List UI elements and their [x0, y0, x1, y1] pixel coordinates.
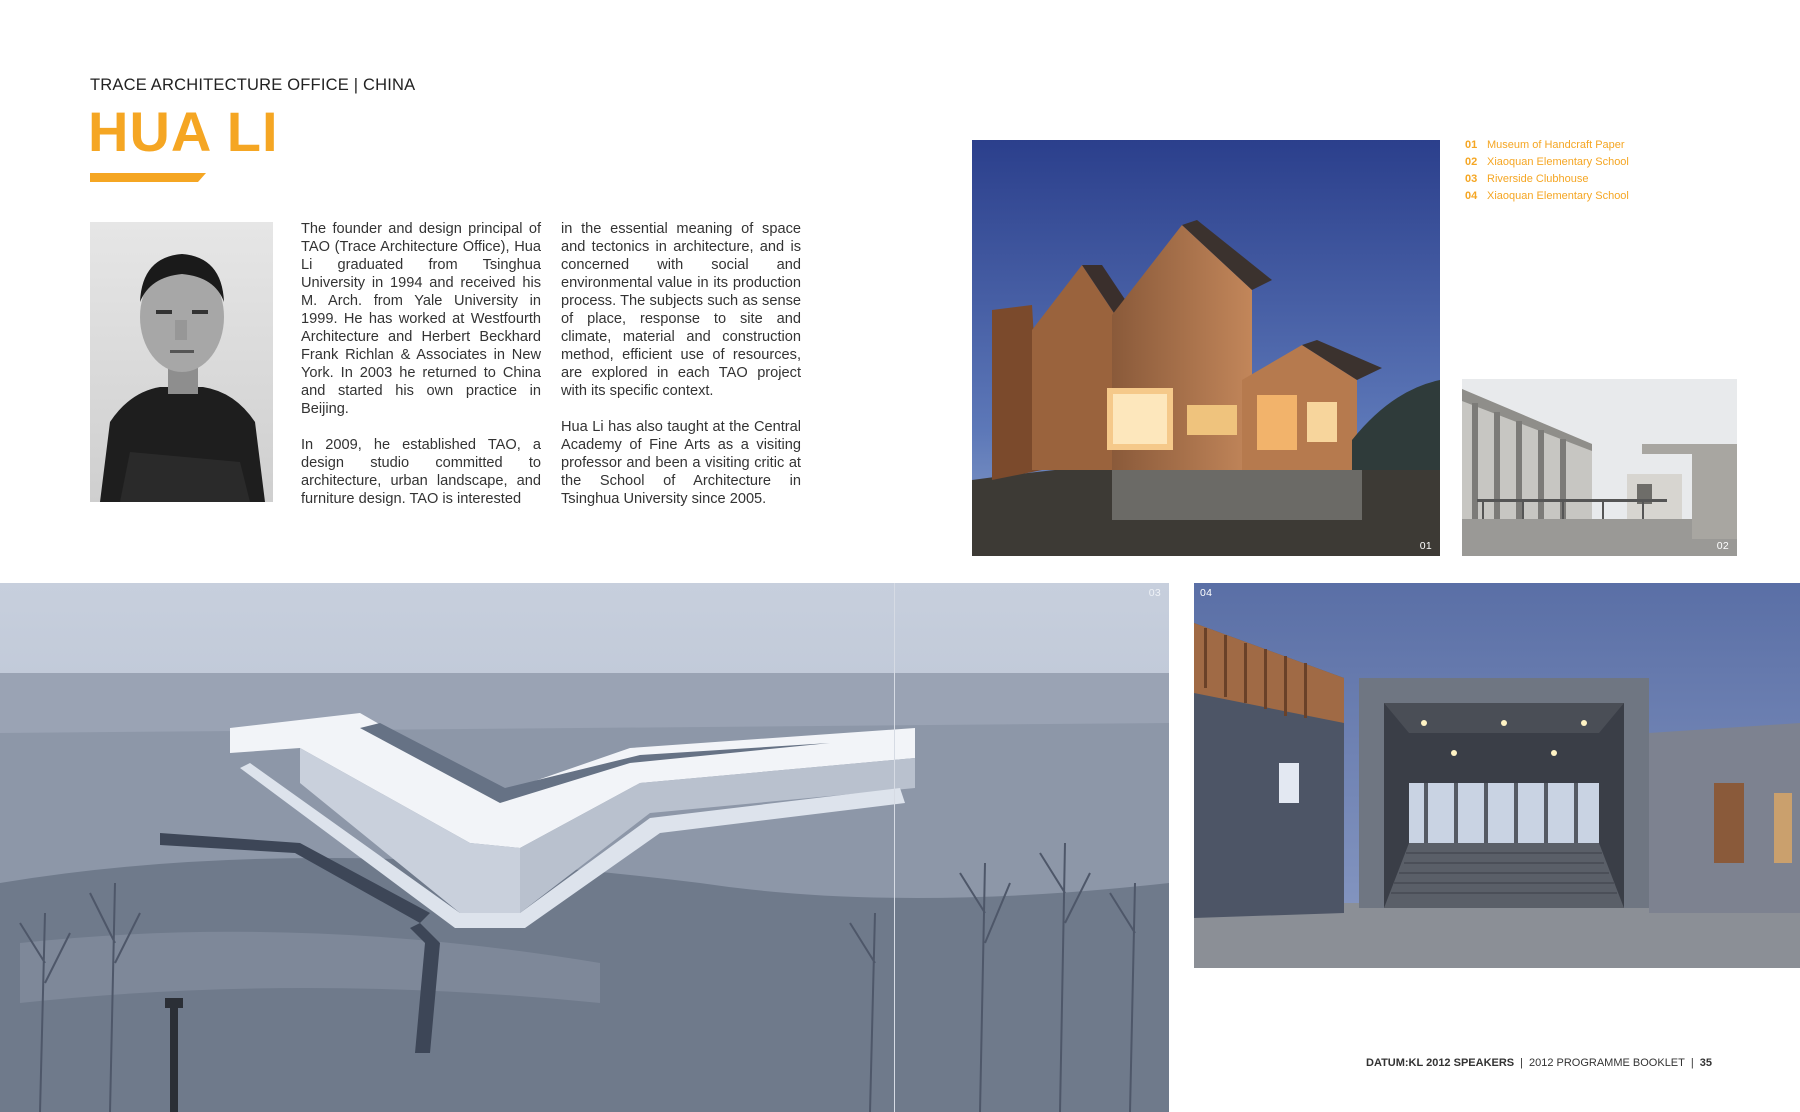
photo-number: 04: [1200, 587, 1213, 599]
speaker-portrait: [90, 222, 273, 502]
footer-publication: 2012 PROGRAMME BOOKLET: [1528, 1057, 1685, 1069]
section-kicker: TRACE ARCHITECTURE OFFICE | CHINA: [90, 76, 416, 94]
photo-xiaoquan-elementary-school-large: [1194, 583, 1800, 968]
photo-xiaoquan-elementary-school-small: [1462, 379, 1737, 556]
caption-number: 02: [1465, 156, 1478, 168]
caption-item: [1465, 137, 1629, 154]
caption-number: 04: [1465, 190, 1478, 202]
photo-number: 01: [1419, 540, 1432, 552]
footer-separator: |: [1690, 1057, 1694, 1069]
page-number: 35: [1699, 1057, 1712, 1069]
caption-label: Museum of Handcraft Paper: [1487, 139, 1625, 151]
caption-label: Riverside Clubhouse: [1487, 173, 1589, 185]
caption-label: Xiaoquan Elementary School: [1487, 156, 1629, 168]
footer-separator: |: [1520, 1057, 1523, 1069]
bio-column-2: [561, 220, 801, 526]
bio-column-1: [301, 220, 541, 526]
bio-paragraph: The founder and design principal of TAO (Trace Architecture Office), Hua Li graduated from Tsinghua University in 1994 and received his M. Arch. from Yale University in 1999. He has worked at Westfourth Architecture and Herbert Beckhard Frank Richlan & Associates in New York. In 2003 he returned to China and started his own practice in Beijing.: [301, 221, 541, 417]
photo-riverside-clubhouse: [0, 583, 1169, 1112]
caption-item: [1465, 171, 1629, 188]
caption-label: Xiaoquan Elementary School: [1487, 190, 1629, 202]
caption-number: 03: [1465, 173, 1478, 185]
photo-captions: [1465, 137, 1629, 205]
photo-museum-of-handcraft-paper: [972, 140, 1440, 556]
page-footer: [1366, 1057, 1712, 1069]
title-underline: [90, 173, 206, 182]
caption-number: 01: [1465, 139, 1478, 151]
caption-item: [1465, 154, 1629, 171]
photo-number: 03: [1148, 587, 1161, 599]
speaker-name: HUA LI: [88, 100, 279, 163]
bio-paragraph: in the essential meaning of space and tectonics in architecture, and is concerned with social and environmental value in its production process. The subjects such as sense of place, response to site and climate, material and construction method, efficient use of resources, are explored in each TAO project with its specific context.: [561, 221, 801, 399]
bio-paragraph: In 2009, he established TAO, a design studio committed to architecture, urban landscape, and furniture design. TAO is interested: [301, 437, 541, 507]
caption-item: [1465, 188, 1629, 205]
bio-paragraph: Hua Li has also taught at the Central Academy of Fine Arts as a visiting professor and been a visiting critic at the School of Architecture in Tsinghua University since 2005.: [561, 419, 801, 507]
footer-event: DATUM:KL 2012 SPEAKERS: [1366, 1057, 1515, 1069]
photo-number: 02: [1716, 540, 1729, 552]
